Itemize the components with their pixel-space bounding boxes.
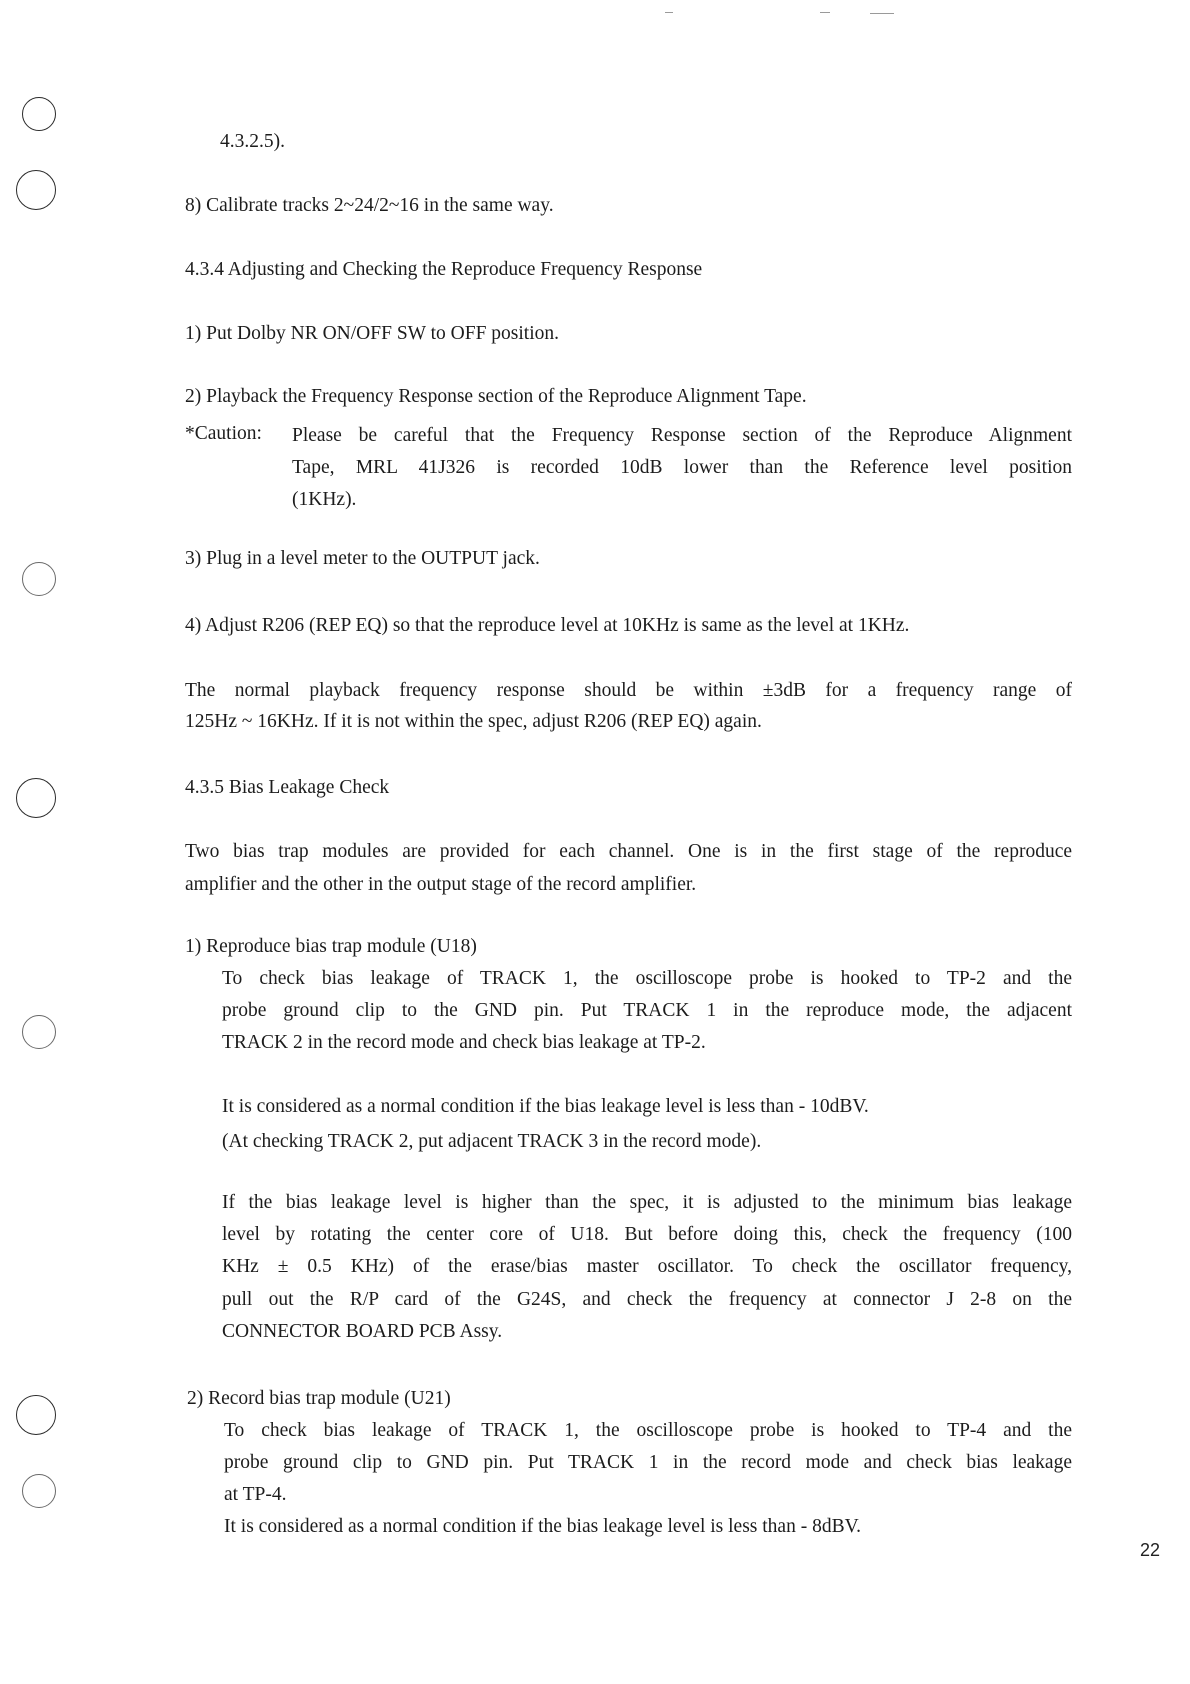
scan-speck (665, 12, 673, 13)
record-trap-line-1: To check bias leakage of TRACK 1, the oscilloscope probe is hooked to TP-4 and the (224, 1420, 1072, 1441)
normal-response-line-1: The normal playback frequency response should be within ±3dB for a frequency range of (185, 680, 1072, 701)
section-heading-4-3-5: 4.3.5 Bias Leakage Check (185, 777, 390, 798)
binder-hole (22, 1015, 56, 1049)
binder-hole (22, 562, 56, 596)
binder-hole (16, 778, 56, 818)
step-4-adjust-r206: 4) Adjust R206 (REP EQ) so that the reproduce level at 10KHz is same as the level at 1KHz. (185, 615, 910, 636)
record-trap-line-3: at TP-4. (224, 1484, 287, 1505)
record-trap-title: 2) Record bias trap module (U21) (187, 1388, 451, 1409)
reproduce-normal-line-1: It is considered as a normal condition if the bias leakage level is less than - 10dBV. (222, 1096, 869, 1117)
caution-line-2: Tape, MRL 41J326 is recorded 10dB lower than the Reference level position (292, 457, 1072, 478)
reference-tail: 4.3.2.5). (220, 131, 285, 152)
reproduce-trap-line-1: To check bias leakage of TRACK 1, the oscilloscope probe is hooked to TP-2 and the (222, 968, 1072, 989)
page-number: 22 (1139, 1540, 1160, 1560)
bias-intro-line-1: Two bias trap modules are provided for each channel. One is in the first stage of the reproduce (185, 841, 1072, 862)
binder-hole (22, 1474, 56, 1508)
caution-line-1: Please be careful that the Frequency Response section of the Reproduce Alignment (292, 425, 1072, 446)
adjust-line-3: KHz ± 0.5 KHz) of the erase/bias master oscillator. To check the oscillator frequency, (222, 1256, 1072, 1277)
record-normal: It is considered as a normal condition if the bias leakage level is less than - 8dBV. (224, 1516, 862, 1537)
record-trap-line-2: probe ground clip to GND pin. Put TRACK 1 in the record mode and check bias leakage (224, 1452, 1072, 1473)
reproduce-trap-line-2: probe ground clip to the GND pin. Put TRACK 1 in the reproduce mode, the adjacent (222, 1000, 1072, 1021)
scan-speck (870, 13, 894, 14)
binder-hole (22, 97, 56, 131)
section-heading-4-3-4: 4.3.4 Adjusting and Checking the Reproduce Frequency Response (185, 259, 703, 280)
caution-line-3: (1KHz). (292, 489, 357, 510)
scan-speck (820, 12, 830, 13)
bias-intro-line-2: amplifier and the other in the output stage of the record amplifier. (185, 874, 697, 895)
caution-label: *Caution: (185, 423, 262, 444)
reproduce-trap-line-3: TRACK 2 in the record mode and check bias leakage at TP-2. (222, 1032, 706, 1053)
binder-hole (16, 1395, 56, 1435)
reproduce-trap-title: 1) Reproduce bias trap module (U18) (185, 936, 477, 957)
adjust-line-1: If the bias leakage level is higher than the spec, it is adjusted to the minimum bias leakage (222, 1192, 1072, 1213)
binder-hole (16, 170, 56, 210)
adjust-line-5: CONNECTOR BOARD PCB Assy. (222, 1321, 503, 1342)
reproduce-normal-line-2: (At checking TRACK 2, put adjacent TRACK 3 in the record mode). (222, 1131, 762, 1152)
step-1-dolby: 1) Put Dolby NR ON/OFF SW to OFF position. (185, 323, 560, 344)
adjust-line-2: level by rotating the center core of U18. But before doing this, check the frequency (100 (222, 1224, 1072, 1245)
step-2-playback: 2) Playback the Frequency Response section of the Reproduce Alignment Tape. (185, 386, 807, 407)
step-8: 8) Calibrate tracks 2~24/2~16 in the same way. (185, 195, 554, 216)
adjust-line-4: pull out the R/P card of the G24S, and check the frequency at connector J 2-8 on the (222, 1289, 1072, 1310)
step-3-level-meter: 3) Plug in a level meter to the OUTPUT jack. (185, 548, 540, 569)
normal-response-line-2: 125Hz ~ 16KHz. If it is not within the spec, adjust R206 (REP EQ) again. (185, 711, 762, 732)
